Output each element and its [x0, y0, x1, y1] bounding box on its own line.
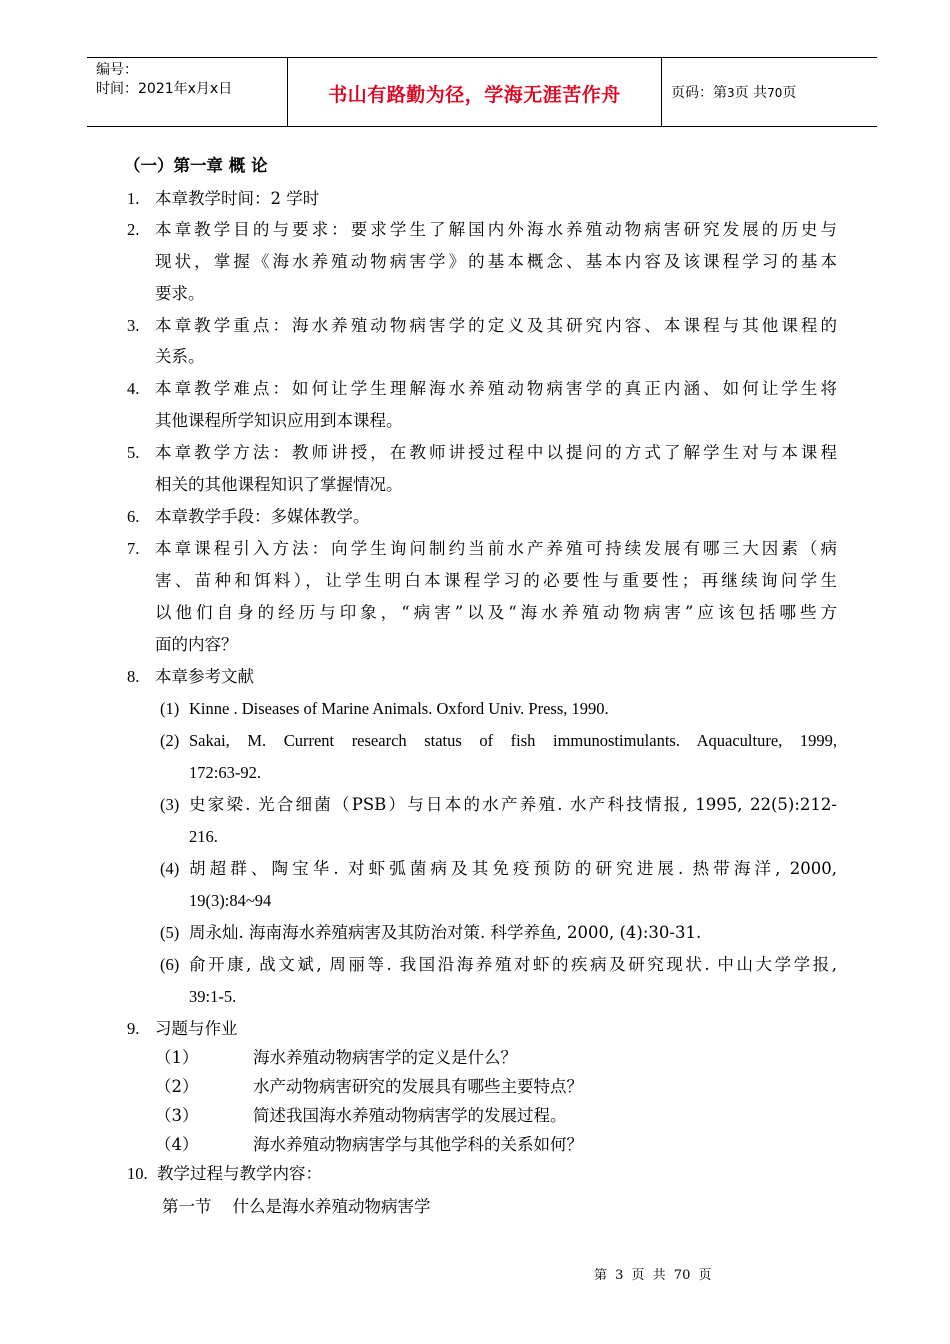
item-number: 2.	[127, 220, 140, 239]
reference-number: (4)	[160, 859, 180, 878]
page-total: 70	[767, 86, 783, 100]
reference-text: 周永灿. 海南海水养殖病害及其防治对策. 科学养鱼, 2000, (4):30-31.	[189, 923, 702, 942]
exercise-number: （1）	[155, 1048, 199, 1067]
reference-number: (6)	[160, 955, 180, 974]
exercise-number: （3）	[155, 1106, 199, 1125]
reference-number: (2)	[160, 731, 180, 750]
header-page-code	[671, 84, 796, 102]
item-text: 教学过程与教学内容：	[157, 1164, 322, 1183]
page-footer: 第 3 页 共 70 页	[594, 1268, 712, 1283]
exercise-number: （4）	[155, 1135, 199, 1154]
header-page-cell	[662, 58, 877, 126]
page-prefix: 页码：第	[671, 85, 727, 101]
item-text: 面的内容？	[155, 635, 238, 654]
item-text: 害、苗种和饵料），让学生明白本课程学习的必要性与重要性；再继续询问学生	[155, 571, 837, 590]
item-text: 本章教学重点：海水养殖动物病害学的定义及其研究内容、本课程与其他课程的	[155, 316, 837, 335]
item-text: 要求。	[155, 284, 205, 303]
page-number: 3	[727, 86, 735, 100]
item-text: 本章教学难点：如何让学生理解海水养殖动物病害学的真正内涵、如何让学生将	[155, 379, 837, 398]
item-text: 习题与作业	[155, 1019, 238, 1038]
exercise-number: （2）	[155, 1077, 199, 1096]
doc-number-label: 编号：	[96, 62, 138, 78]
exercise-text: 海水养殖动物病害学的定义是什么？	[253, 1048, 517, 1067]
item-text: 本章课程引入方法：向学生询问制约当前水产养殖可持续发展有哪三大因素（病	[155, 539, 837, 558]
item-text: 其他课程所学知识应用到本课程。	[155, 411, 403, 430]
item-number: 7.	[127, 539, 140, 558]
page-header	[87, 57, 877, 127]
item-number: 3.	[127, 316, 140, 335]
item-text: 本章教学时间：2 学时	[155, 189, 320, 208]
reference-number: (3)	[160, 795, 180, 814]
section-heading: 第一节 什么是海水养殖动物病害学	[162, 1197, 431, 1216]
exercise-text: 水产动物病害研究的发展具有哪些主要特点？	[253, 1077, 583, 1096]
reference-text: 39:1-5.	[189, 987, 237, 1006]
item-text: 现状，掌握《海水养殖动物病害学》的基本概念、基本内容及该课程学习的基本	[155, 252, 837, 271]
item-text: 以他们自身的经历与印象，“病害”以及“海水养殖动物病害”应该包括哪些方	[155, 603, 837, 622]
page-mid: 页 共	[734, 85, 768, 101]
item-text: 本章教学方法：教师讲授，在教师讲授过程中以提问的方式了解学生对与本课程	[155, 443, 837, 462]
reference-text: 172:63-92.	[189, 763, 261, 782]
item-text: 本章教学目的与要求：要求学生了解国内外海水养殖动物病害研究发展的历史与	[155, 220, 837, 239]
reference-number: (1)	[160, 699, 180, 718]
header-motto-cell	[288, 58, 662, 126]
item-text: 关系。	[155, 347, 205, 366]
item-text: 本章参考文献	[155, 667, 254, 686]
exercise-text: 简述我国海水养殖动物病害学的发展过程。	[253, 1106, 567, 1125]
reference-text: 216.	[189, 827, 218, 846]
reference-text: 史家梁. 光合细菌（PSB）与日本的水产养殖. 水产科技情报, 1995, 22(5):212-	[189, 795, 837, 814]
header-meta-cell	[87, 58, 288, 126]
item-text: 本章教学手段：多媒体教学。	[155, 507, 370, 526]
item-number: 6.	[127, 507, 140, 526]
reference-text: 胡超群、陶宝华. 对虾弧菌病及其免疫预防的研究进展. 热带海洋, 2000,	[189, 859, 837, 878]
item-number: 8.	[127, 667, 140, 686]
reference-text: Sakai, M. Current research status of fish immunostimulants. Aquaculture, 1999,	[189, 731, 837, 750]
doc-date: 时间：2021年x月x日	[96, 81, 233, 97]
item-number: 1.	[127, 189, 140, 208]
item-number: 4.	[127, 379, 140, 398]
reference-text: Kinne . Diseases of Marine Animals. Oxford Univ. Press, 1990.	[189, 699, 609, 718]
page-suffix: 页	[782, 85, 797, 101]
reference-text: 19(3):84~94	[189, 891, 272, 910]
reference-number: (5)	[160, 923, 180, 942]
item-number: 9.	[127, 1019, 140, 1038]
item-number: 10.	[127, 1164, 148, 1183]
chapter-title: （一）第一章 概 论	[124, 156, 268, 175]
item-number: 5.	[127, 443, 140, 462]
exercise-text: 海水养殖动物病害学与其他学科的关系如何？	[253, 1135, 583, 1154]
reference-text: 俞开康, 战文斌, 周丽等. 我国沿海养殖对虾的疾病及研究现状. 中山大学学报,	[189, 955, 837, 974]
item-text: 相关的其他课程知识了掌握情况。	[155, 475, 403, 494]
header-motto: 书山有路勤为径，学海无涯苦作舟	[328, 84, 621, 106]
